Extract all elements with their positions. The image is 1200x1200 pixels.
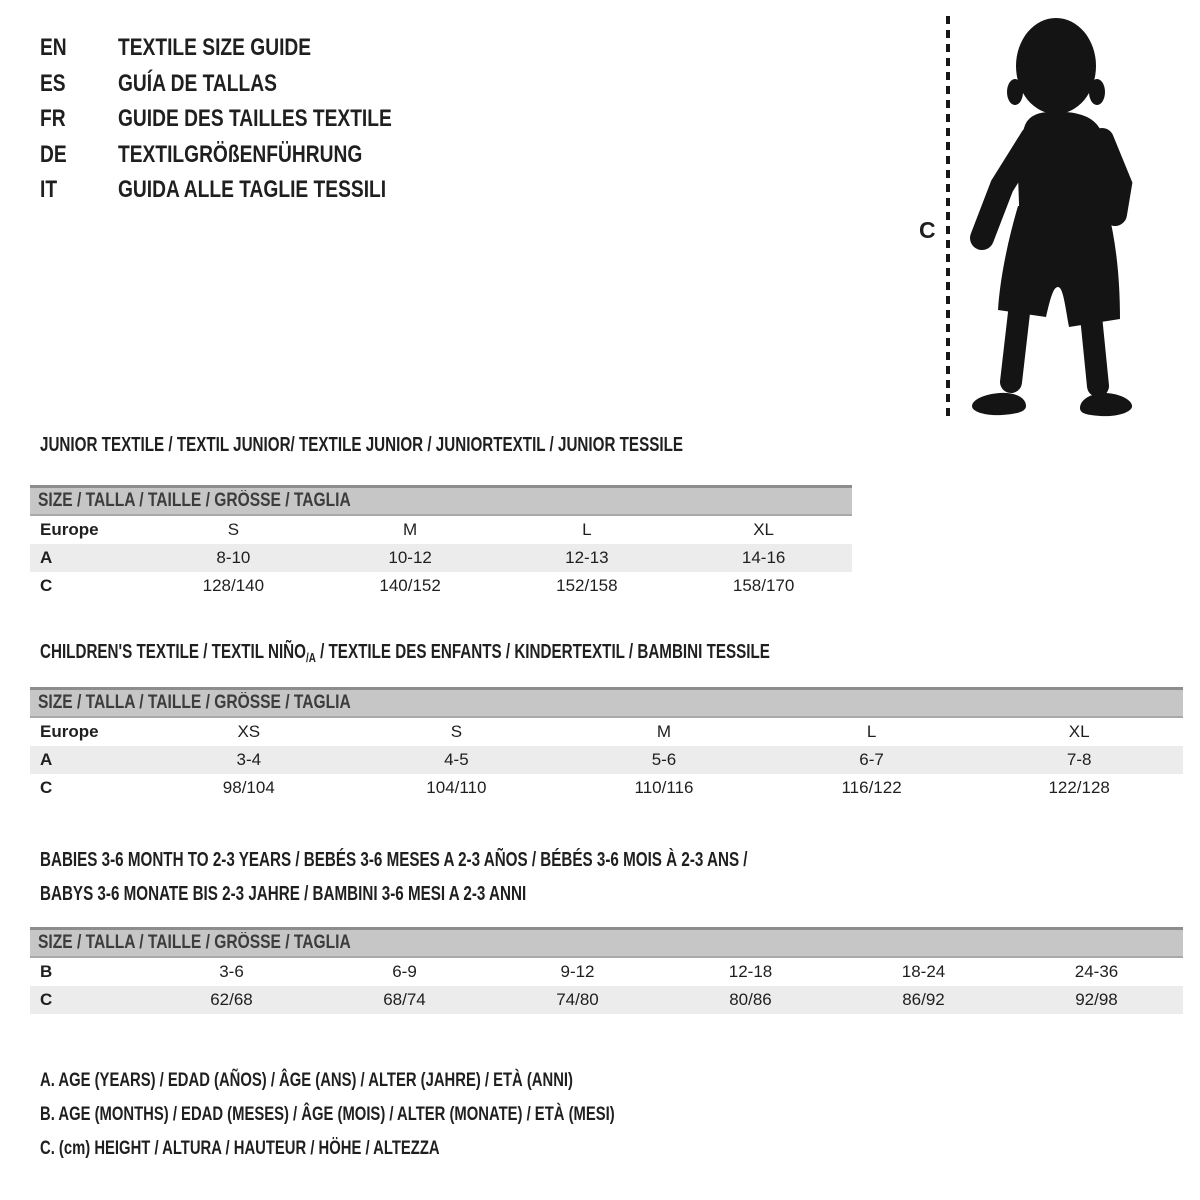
cell: 4-5 — [444, 750, 469, 769]
table-row — [30, 986, 1183, 1014]
size-header-text: SIZE / TALLA / TAILLE / GRÖSSE / TAGLIA — [38, 932, 351, 953]
row-label: A — [40, 750, 53, 769]
babies-title-line2: BABYS 3-6 MONATE BIS 2-3 JAHRE / BAMBINI 3-6 MESI A 2-3 ANNI — [40, 883, 527, 905]
cell: 3-4 — [236, 750, 262, 769]
cell: 62/68 — [210, 990, 253, 1009]
size-header-text: SIZE / TALLA / TAILLE / GRÖSSE / TAGLIA — [38, 692, 351, 713]
size-header-band — [30, 927, 1183, 958]
cell: 3-6 — [219, 962, 244, 981]
language-title: GUIDE DES TAILLES TEXTILE — [118, 105, 392, 132]
cell: XL — [1068, 722, 1090, 741]
language-code: IT — [40, 176, 58, 203]
row-label: Europe — [40, 722, 99, 741]
legend-line-c-text: C. (cm) HEIGHT / ALTURA / HAUTEUR / HÖHE / ALTEZZA — [40, 1137, 440, 1159]
children-section-title-text — [40, 641, 770, 669]
children-title-post: / TEXTILE DES ENFANTS / KINDERTEXTIL / BAMBINI TESSILE — [315, 641, 770, 663]
cell: XL — [753, 520, 775, 539]
height-measure-dashed-line — [946, 16, 950, 416]
cell: 5-6 — [651, 750, 677, 769]
children-section-title — [40, 641, 1000, 669]
cell: 122/128 — [1048, 778, 1110, 797]
cell: L — [582, 520, 592, 539]
cell: M — [656, 722, 672, 741]
cell: 14-16 — [741, 548, 786, 567]
table-row — [30, 958, 1183, 986]
language-list — [40, 30, 460, 208]
legend-line-c — [40, 1131, 796, 1165]
cell: 128/140 — [202, 576, 265, 595]
cell: 10-12 — [388, 548, 432, 567]
junior-section-title-text: JUNIOR TEXTILE / TEXTIL JUNIOR/ TEXTILE JUNIOR / JUNIORTEXTIL / JUNIOR TESSILE — [40, 434, 683, 456]
cell: 68/74 — [383, 990, 426, 1009]
cell: 98/104 — [222, 778, 275, 797]
row-label: A — [40, 548, 53, 567]
row-label: C — [40, 778, 53, 797]
language-row — [40, 172, 460, 208]
size-header-text: SIZE / TALLA / TAILLE / GRÖSSE / TAGLIA — [38, 490, 351, 511]
toddler-silhouette-image — [968, 16, 1136, 420]
row-label: Europe — [40, 520, 99, 539]
cell: 110/116 — [634, 778, 694, 797]
babies-section-title — [40, 843, 971, 911]
cell: 6-9 — [392, 962, 417, 981]
legend-line-a-text: A. AGE (YEARS) / EDAD (AÑOS) / ÂGE (ANS) / ALTER (JAHRE) / ETÀ (ANNI) — [40, 1069, 573, 1091]
language-code: ES — [40, 69, 66, 97]
table-row — [30, 746, 1183, 774]
cell: 152/158 — [556, 576, 618, 595]
cell: 158/170 — [732, 576, 795, 595]
language-title: GUIDA ALLE TAGLIE TESSILI — [118, 176, 387, 203]
cell: 7-8 — [1066, 750, 1092, 769]
cell: 8-10 — [216, 548, 251, 567]
language-code: FR — [40, 105, 66, 132]
cell: 12-13 — [565, 548, 609, 567]
legend-line-b — [40, 1097, 796, 1131]
cell: 86/92 — [902, 990, 945, 1009]
cell: 74/80 — [556, 990, 599, 1009]
legend-line-a — [40, 1063, 796, 1097]
language-title: GUÍA DE TALLAS — [118, 69, 277, 97]
children-title-pre: CHILDREN'S TEXTILE / TEXTIL NIÑO — [40, 641, 306, 663]
language-title: TEXTILE SIZE GUIDE — [118, 34, 312, 61]
cell: 80/86 — [729, 990, 772, 1009]
cell: 24-36 — [1074, 962, 1119, 981]
language-code: EN — [40, 34, 67, 61]
language-code: DE — [40, 140, 67, 168]
row-label: C — [40, 576, 53, 595]
legend — [40, 1063, 796, 1165]
cell: S — [450, 722, 463, 741]
language-row — [40, 101, 460, 137]
children-size-table — [30, 687, 1183, 802]
cell: 104/110 — [426, 778, 487, 797]
cell: 18-24 — [901, 962, 946, 981]
language-row — [40, 137, 460, 173]
cell: S — [227, 520, 240, 539]
language-row — [40, 30, 460, 66]
row-label: B — [40, 962, 53, 981]
cell: 12-18 — [728, 962, 773, 981]
size-header-band — [30, 687, 1183, 718]
table-row — [30, 718, 1183, 746]
row-label: C — [40, 990, 53, 1009]
legend-line-b-text: B. AGE (MONTHS) / EDAD (MESES) / ÂGE (MOIS) / ALTER (MONATE) / ETÀ (MESI) — [40, 1103, 615, 1125]
junior-size-table — [30, 485, 852, 600]
cell: L — [866, 722, 877, 741]
table-row — [30, 544, 852, 572]
cell: 6-7 — [859, 750, 884, 769]
cell: XS — [237, 722, 261, 741]
cell: M — [403, 520, 418, 539]
children-title-sub: /A — [305, 650, 316, 665]
cell: 116/122 — [841, 778, 902, 797]
table-row — [30, 774, 1183, 802]
babies-title-line1: BABIES 3-6 MONTH TO 2-3 YEARS / BEBÉS 3-6 MESES A 2-3 AÑOS / BÉBÉS 3-6 MOIS À 2-3 ANS / — [40, 849, 748, 871]
language-title: TEXTILGRÖßENFÜHRUNG — [118, 140, 363, 168]
cell: 140/152 — [379, 576, 441, 595]
cell: 92/98 — [1075, 990, 1118, 1009]
table-row — [30, 516, 852, 544]
table-row — [30, 572, 852, 600]
language-row — [40, 66, 460, 102]
height-measure-label: C — [919, 217, 936, 243]
cell: 9-12 — [560, 962, 595, 981]
junior-section-title — [40, 434, 886, 456]
babies-size-table — [30, 927, 1183, 1014]
size-header-band — [30, 485, 852, 516]
